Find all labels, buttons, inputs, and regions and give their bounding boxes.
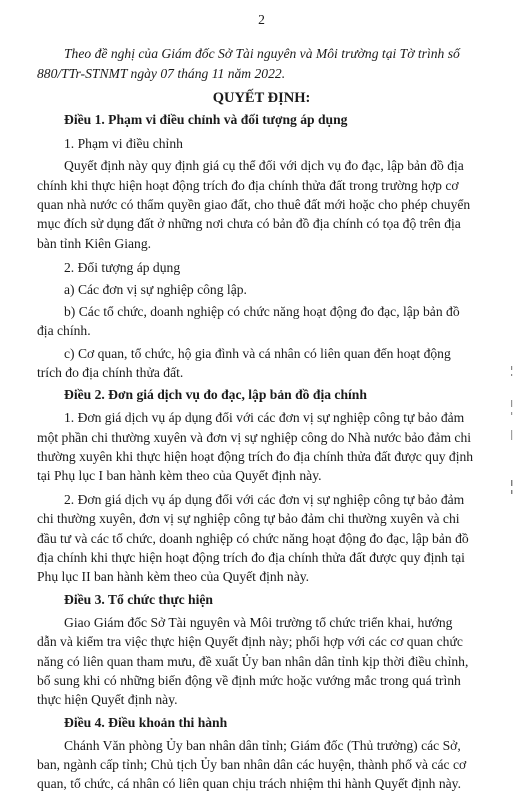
article-2-title: Điều 2. Đơn giá dịch vụ đo đạc, lập bản đồ địa chính <box>64 387 367 402</box>
article-1-item-b-line: địa chính. <box>37 323 91 338</box>
article-2-para-1-line: thường xuyên khi thực hiện hoạt động trích đo địa chính thửa đất được quy định <box>37 449 474 464</box>
article-1-subjects-heading: 2. Đối tượng áp dụng <box>64 260 181 275</box>
article-1-scope-line: mục đích sử dụng đất ở những nơi chưa có bản đồ địa chính có tọa độ trên địa <box>37 216 461 231</box>
article-1-scope-line: Quyết định này quy định giá cụ thể đối với dịch vụ đo đạc, lập bản đồ địa <box>64 158 464 173</box>
article-2-para-1-line: 1. Đơn giá dịch vụ áp dụng đối với các đơn vị sự nghiệp công tự bảo đảm <box>64 410 465 425</box>
article-2-para-2-line: địa chính khi thực hiện hoạt động trích đo địa chính thửa đất được quy định tại <box>37 550 465 565</box>
article-4-title: Điều 4. Điều khoản thi hành <box>64 715 228 730</box>
article-1-title: Điều 1. Phạm vi điều chỉnh và đối tượng áp dụng <box>64 112 348 127</box>
article-2-para-2-line: Phụ lục II ban hành kèm theo của Quyết định này. <box>37 569 310 584</box>
preamble-line-1: Theo đề nghị của Giám đốc Sở Tài nguyên và Môi trường tại Tờ trình số <box>64 46 460 61</box>
article-2-para-2-line: đầu tư và các tổ chức, doanh nghiệp có chức năng hoạt động đo đạc, lập bản đồ <box>37 531 469 546</box>
article-3-line: thực hiện Quyết định này. <box>37 692 178 707</box>
article-1-scope-line: quan nhà nước có thẩm quyền giao đất, cho thuê đất mới hoặc cho phép chuyển <box>37 197 471 212</box>
article-1-scope-heading: 1. Phạm vi điều chỉnh <box>64 136 183 151</box>
article-3-line: năng có liên quan tham mưu, đề xuất Ủy ban nhân dân tỉnh kịp thời điều chỉnh, <box>37 654 469 669</box>
article-2-para-2-line: chi thường xuyên, đơn vị sự nghiệp công tự bảo đảm chi thường xuyên và chi <box>37 511 460 526</box>
article-3-line: dẫn và kiểm tra việc thực hiện Quyết định này; phối hợp với các cơ quan chức <box>37 634 463 649</box>
article-1-item-c-line: trích đo địa chính thửa đất. <box>37 365 184 380</box>
article-2-para-2-line: 2. Đơn giá dịch vụ áp dụng đối với các đơn vị sự nghiệp công tự bảo đảm <box>64 492 465 507</box>
article-4-line: ban, ngành cấp tỉnh; Chủ tịch Ủy ban nhân dân các huyện, thành phố và các cơ <box>37 757 467 772</box>
preamble-line-2: 880/TTr-STNMT ngày 07 tháng 11 năm 2022. <box>37 66 286 81</box>
page-number: 2 <box>258 12 265 27</box>
article-3-line: Giao Giám đốc Sở Tài nguyên và Môi trường tổ chức triển khai, hướng <box>64 615 453 630</box>
article-4-line: Chánh Văn phòng Ủy ban nhân dân tỉnh; Giám đốc (Thủ trưởng) các Sở, <box>64 738 461 753</box>
article-1-scope-line: chính khi thực hiện hoạt động trích đo địa chính thửa đất trong trường hợp cơ <box>37 178 459 193</box>
article-4-line: quan, tổ chức, cá nhân có liên quan chịu trách nhiệm thi hành Quyết định này. <box>37 776 461 791</box>
article-3-line: bổ sung khi có những biến động về định mức hoặc vướng mắc trong quá trình <box>37 673 461 688</box>
article-1-item-a: a) Các đơn vị sự nghiệp công lập. <box>64 282 247 297</box>
article-2-para-1-line: một phần chi thường xuyên và đơn vị sự nghiệp công do Nhà nước bảo đảm chi <box>37 430 472 445</box>
article-3-title: Điều 3. Tổ chức thực hiện <box>64 592 213 607</box>
scan-margin-mark <box>508 360 516 510</box>
article-1-scope-line: bàn tỉnh Kiên Giang. <box>37 236 152 251</box>
decision-heading: QUYẾT ĐỊNH: <box>212 90 311 106</box>
article-1-item-c-line: c) Cơ quan, tổ chức, hộ gia đình và cá nhân có liên quan đến hoạt động <box>64 346 451 361</box>
article-2-para-1-line: tại Phụ lục I ban hành kèm theo của Quyết định này. <box>37 468 322 483</box>
article-1-item-b-line: b) Các tổ chức, doanh nghiệp có chức năng hoạt động đo đạc, lập bản đồ <box>64 304 460 319</box>
